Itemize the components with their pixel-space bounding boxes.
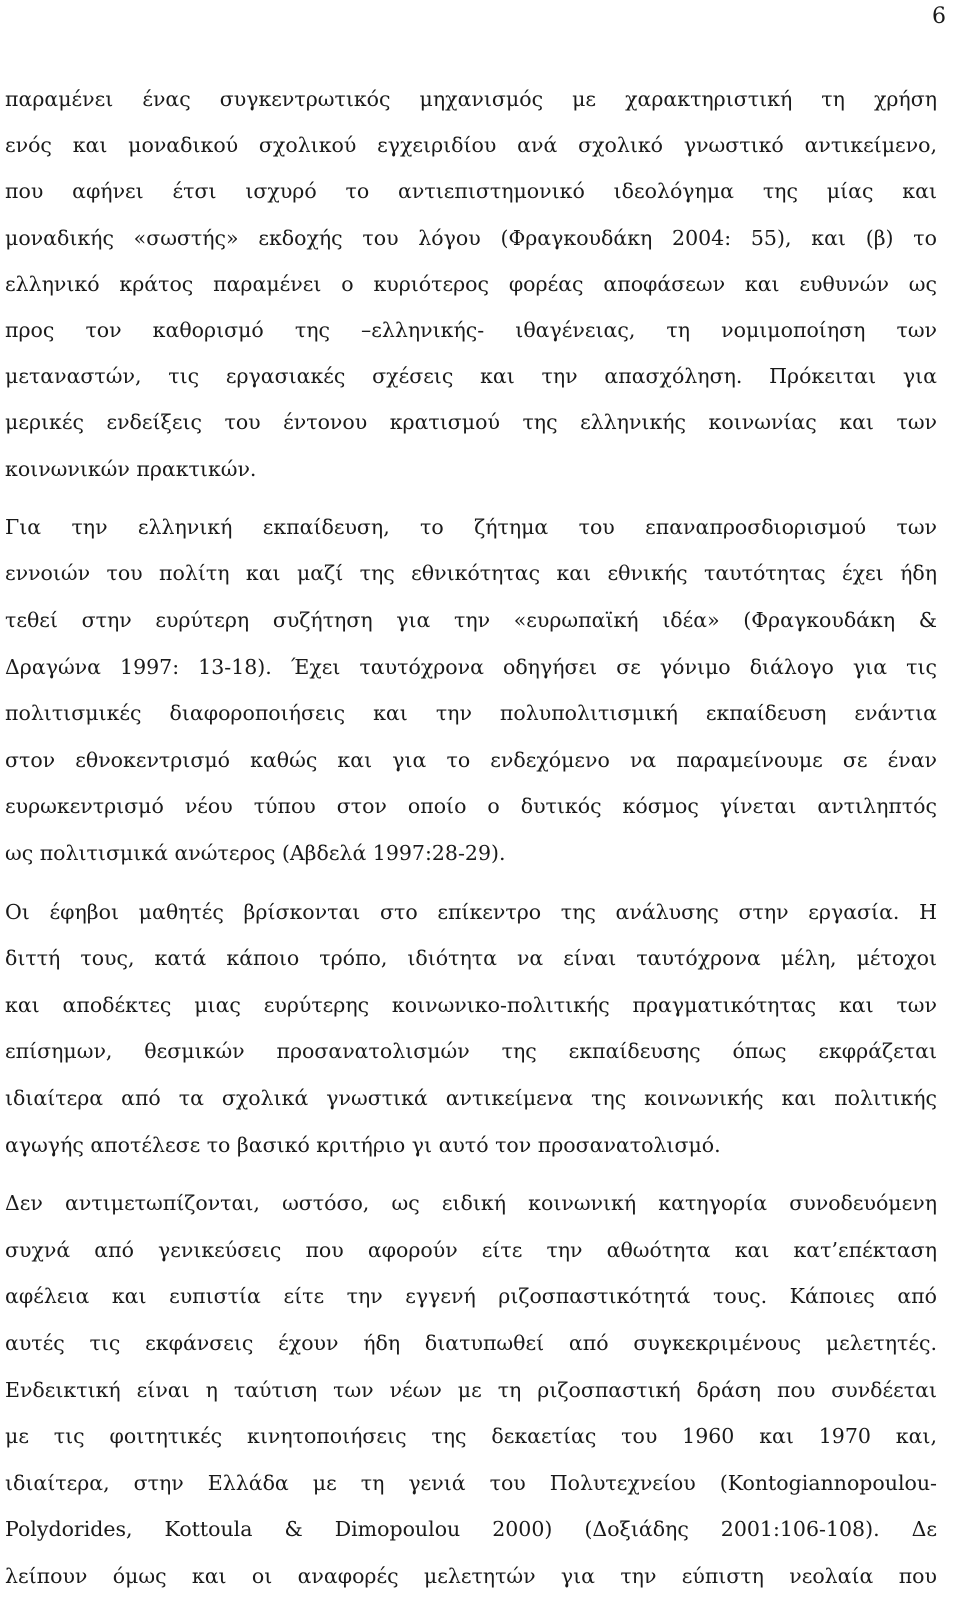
text-line: Δραγώνα 1997: 13-18). Έχει ταυτόχρονα οδηγήσει σε γόνιμο διάλογο για τις: [5, 654, 937, 679]
paragraph-2: [5, 504, 937, 877]
text-line: Οι έφηβοι μαθητές βρίσκονται στο επίκεντρο της ανάλυσης στην εργασία. Η: [5, 899, 937, 924]
text-line: ιδιαίτερα από τα σχολικά γνωστικά αντικείμενα της κοινωνικής και πολιτικής: [5, 1085, 937, 1110]
paragraph-1: [5, 76, 937, 492]
page-number: 6: [932, 4, 946, 29]
text-line: Ενδεικτική είναι η ταύτιση των νέων με τη ριζοσπαστική δράση που συνδέεται: [5, 1377, 937, 1402]
text-line: μερικές ενδείξεις του έντονου κρατισμού της ελληνικής κοινωνίας και των: [5, 410, 937, 435]
text-line: ιδιαίτερα, στην Ελλάδα με τη γενιά του Πολυτεχνείου (Kontogiannopoulou-: [5, 1470, 937, 1495]
document-body: [5, 76, 937, 1599]
text-line: εννοιών του πολίτη και μαζί της εθνικότητας και εθνικής ταυτότητας έχει ήδη: [5, 561, 937, 586]
text-line: προς τον καθορισμό της –ελληνικής- ιθαγένειας, τη νομιμοποίηση των: [5, 318, 937, 343]
text-line: στον εθνοκεντρισμό καθώς και για το ενδεχόμενο να παραμείνουμε σε έναν: [5, 747, 937, 772]
paragraph-3: [5, 889, 937, 1169]
text-line: αυτές τις εκφάνσεις έχουν ήδη διατυπωθεί από συγκεκριμένους μελετητές.: [5, 1330, 937, 1355]
text-line: Polydorides, Kottoula & Dimopoulou 2000) (Δοξιάδης 2001:106-108). Δε: [5, 1517, 937, 1542]
text-line: Για την ελληνική εκπαίδευση, το ζήτημα του επαναπροσδιορισμού των: [5, 514, 937, 539]
text-line: με τις φοιτητικές κινητοποιήσεις της δεκαετίας του 1960 και 1970 και,: [5, 1424, 937, 1449]
text-line: μεταναστών, τις εργασιακές σχέσεις και την απασχόληση. Πρόκειται για: [5, 364, 937, 389]
text-line: αφέλεια και ευπιστία είτε την εγγενή ριζοσπαστικότητά τους. Κάποιες από: [5, 1284, 937, 1309]
text-line: πολιτισμικές διαφοροποιήσεις και την πολυπολιτισμική εκπαίδευση ενάντια: [5, 701, 937, 726]
text-line: ως πολιτισμικά ανώτερος (Αβδελά 1997:28-29).: [5, 840, 506, 865]
text-line: και αποδέκτες μιας ευρύτερης κοινωνικο-πολιτικής πραγματικότητας και των: [5, 992, 937, 1017]
text-line: διττή τους, κατά κάποιο τρόπο, ιδιότητα να είναι ταυτόχρονα μέλη, μέτοχοι: [5, 946, 937, 971]
text-line: κοινωνικών πρακτικών.: [5, 456, 257, 481]
text-line: παραμένει ένας συγκεντρωτικός μηχανισμός με χαρακτηριστική τη χρήση: [5, 87, 937, 111]
text-line: συχνά από γενικεύσεις που αφορούν είτε την αθωότητα και κατ’επέκταση: [5, 1237, 937, 1262]
text-line: ευρωκεντρισμό νέου τύπου στον οποίο ο δυτικός κόσμος γίνεται αντιληπτός: [5, 794, 937, 819]
paragraph-4: [5, 1180, 937, 1599]
text-line: ελληνικό κράτος παραμένει ο κυριότερος φορέας αποφάσεων και ευθυνών ως: [5, 271, 937, 296]
text-line: ενός και μοναδικού σχολικού εγχειριδίου ανά σχολικό γνωστικό αντικείμενο,: [5, 133, 937, 158]
text-line: αγωγής αποτέλεσε το βασικό κριτήριο γι αυτό τον προσανατολισμό.: [5, 1132, 721, 1157]
text-line: μοναδικής «σωστής» εκδοχής του λόγου (Φραγκουδάκη 2004: 55), και (β) το: [5, 225, 937, 250]
text-line: που αφήνει έτσι ισχυρό το αντιεπιστημονικό ιδεολόγημα της μίας και: [5, 179, 937, 204]
text-line: Δεν αντιμετωπίζονται, ωστόσο, ως ειδική κοινωνική κατηγορία συνοδευόμενη: [5, 1191, 937, 1216]
text-line: επίσημων, θεσμικών προσανατολισμών της εκπαίδευσης όπως εκφράζεται: [5, 1039, 937, 1064]
text-line: λείπουν όμως και οι αναφορές μελετητών για την εύπιστη νεολαία που: [5, 1563, 937, 1588]
text-line: τεθεί στην ευρύτερη συζήτηση για την «ευρωπαϊκή ιδέα» (Φραγκουδάκη &: [5, 608, 937, 633]
